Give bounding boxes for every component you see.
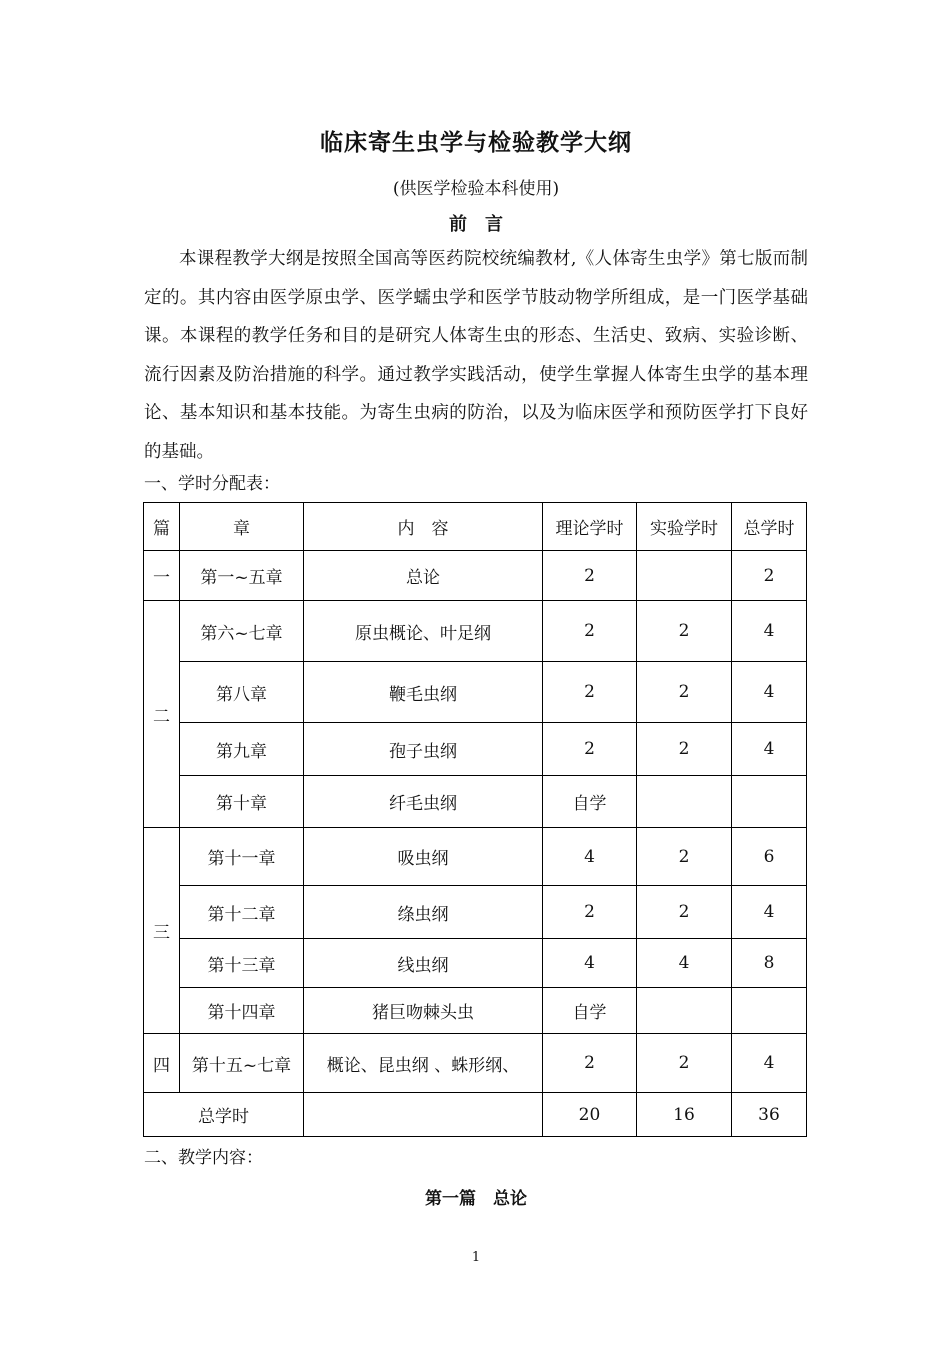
chapter-cell: 第十二章 bbox=[180, 886, 304, 939]
lab-cell: 4 bbox=[637, 939, 732, 988]
lab-cell: 16 bbox=[637, 1093, 732, 1137]
theory-cell: 2 bbox=[543, 723, 637, 776]
theory-cell: 2 bbox=[543, 1034, 637, 1093]
theory-cell: 4 bbox=[543, 939, 637, 988]
lab-cell: 2 bbox=[637, 1034, 732, 1093]
lab-cell: 2 bbox=[637, 828, 732, 886]
chapter-cell: 第九章 bbox=[180, 723, 304, 776]
header-part: 篇 bbox=[144, 503, 180, 551]
total-cell: 2 bbox=[732, 551, 807, 601]
total-cell: 4 bbox=[732, 662, 807, 723]
chapter-cell: 第十三章 bbox=[180, 939, 304, 988]
lab-cell bbox=[637, 988, 732, 1034]
chapter-cell: 第十四章 bbox=[180, 988, 304, 1034]
hours-allocation-table bbox=[143, 502, 807, 1137]
section-label-content: 二、教学内容： bbox=[144, 1148, 263, 1168]
intro-text bbox=[144, 240, 808, 471]
theory-cell: 2 bbox=[543, 662, 637, 723]
table-row bbox=[144, 662, 807, 723]
content-cell: 吸虫纲 bbox=[304, 828, 543, 886]
table-row bbox=[144, 601, 807, 662]
page-number: 1 bbox=[471, 1250, 481, 1265]
table-row bbox=[144, 723, 807, 776]
total-cell: 4 bbox=[732, 601, 807, 662]
total-cell bbox=[732, 988, 807, 1034]
header-content: 内 容 bbox=[304, 503, 543, 551]
lab-cell: 2 bbox=[637, 886, 732, 939]
header-lab-hours: 实验学时 bbox=[637, 503, 732, 551]
table-row bbox=[144, 886, 807, 939]
theory-cell: 4 bbox=[543, 828, 637, 886]
content-cell: 纤毛虫纲 bbox=[304, 776, 543, 828]
section-label-hours: 一、学时分配表： bbox=[144, 474, 280, 494]
chapter-cell: 第十章 bbox=[180, 776, 304, 828]
chapter-cell: 第六~七章 bbox=[180, 601, 304, 662]
content-cell: 概论、昆虫纲 、蛛形纲、 bbox=[304, 1034, 543, 1093]
table-total-row bbox=[144, 1093, 807, 1137]
lab-cell: 2 bbox=[637, 723, 732, 776]
part-cell: 二 bbox=[144, 601, 180, 828]
content-cell: 孢子虫纲 bbox=[304, 723, 543, 776]
preface-heading: 前 言 bbox=[449, 214, 503, 235]
total-cell: 4 bbox=[732, 1034, 807, 1093]
chapter-cell: 第十五~七章 bbox=[180, 1034, 304, 1093]
content-cell: 猪巨吻棘头虫 bbox=[304, 988, 543, 1034]
theory-cell: 自学 bbox=[543, 988, 637, 1034]
part-cell: 三 bbox=[144, 828, 180, 1034]
theory-cell: 2 bbox=[543, 551, 637, 601]
content-cell: 总论 bbox=[304, 551, 543, 601]
table-row bbox=[144, 828, 807, 886]
total-cell: 4 bbox=[732, 723, 807, 776]
lab-cell: 2 bbox=[637, 662, 732, 723]
content-cell: 原虫概论、叶足纲 bbox=[304, 601, 543, 662]
content-cell: 线虫纲 bbox=[304, 939, 543, 988]
total-label-cell: 总学时 bbox=[144, 1093, 304, 1137]
table-row bbox=[144, 551, 807, 601]
part-cell: 一 bbox=[144, 551, 180, 601]
theory-cell: 20 bbox=[543, 1093, 637, 1137]
theory-cell: 2 bbox=[543, 601, 637, 662]
part-heading: 第一篇 总论 bbox=[425, 1189, 527, 1209]
content-cell: 绦虫纲 bbox=[304, 886, 543, 939]
total-cell: 6 bbox=[732, 828, 807, 886]
table-row bbox=[144, 988, 807, 1034]
table-row bbox=[144, 1034, 807, 1093]
total-cell: 8 bbox=[732, 939, 807, 988]
table-row bbox=[144, 776, 807, 828]
chapter-cell: 第一~五章 bbox=[180, 551, 304, 601]
theory-cell: 2 bbox=[543, 886, 637, 939]
part-cell: 四 bbox=[144, 1034, 180, 1093]
total-cell bbox=[732, 776, 807, 828]
lab-cell bbox=[637, 776, 732, 828]
document-title: 临床寄生虫学与检验教学大纲 bbox=[320, 130, 632, 156]
chapter-cell: 第八章 bbox=[180, 662, 304, 723]
lab-cell: 2 bbox=[637, 601, 732, 662]
chapter-cell: 第十一章 bbox=[180, 828, 304, 886]
document-subtitle: (供医学检验本科使用) bbox=[392, 179, 560, 199]
lab-cell bbox=[637, 551, 732, 601]
header-total-hours: 总学时 bbox=[732, 503, 807, 551]
header-chapter: 章 bbox=[180, 503, 304, 551]
table-header-row bbox=[144, 503, 807, 551]
theory-cell: 自学 bbox=[543, 776, 637, 828]
total-cell: 36 bbox=[732, 1093, 807, 1137]
content-cell: 鞭毛虫纲 bbox=[304, 662, 543, 723]
header-theory-hours: 理论学时 bbox=[543, 503, 637, 551]
table-row bbox=[144, 939, 807, 988]
content-cell bbox=[304, 1093, 543, 1137]
intro-paragraph: 本课程教学大纲是按照全国高等医药院校统编教材,《人体寄生虫学》第七版而制定的。其内容由医学原虫学、医学蠕虫学和医学节肢动物学所组成，是一门医学基础课。本课程的教学任务和目的是研究人体寄生虫的形态、生活史、致病、实验诊断、流行因素及防治措施的科学。通过教学实践活动，使学生掌握人体寄生虫学的基本理论、基本知识和基本技能。为寄生虫病的防治，以及为临床医学和预防医学打下良好的基础。 bbox=[144, 249, 808, 462]
total-cell: 4 bbox=[732, 886, 807, 939]
